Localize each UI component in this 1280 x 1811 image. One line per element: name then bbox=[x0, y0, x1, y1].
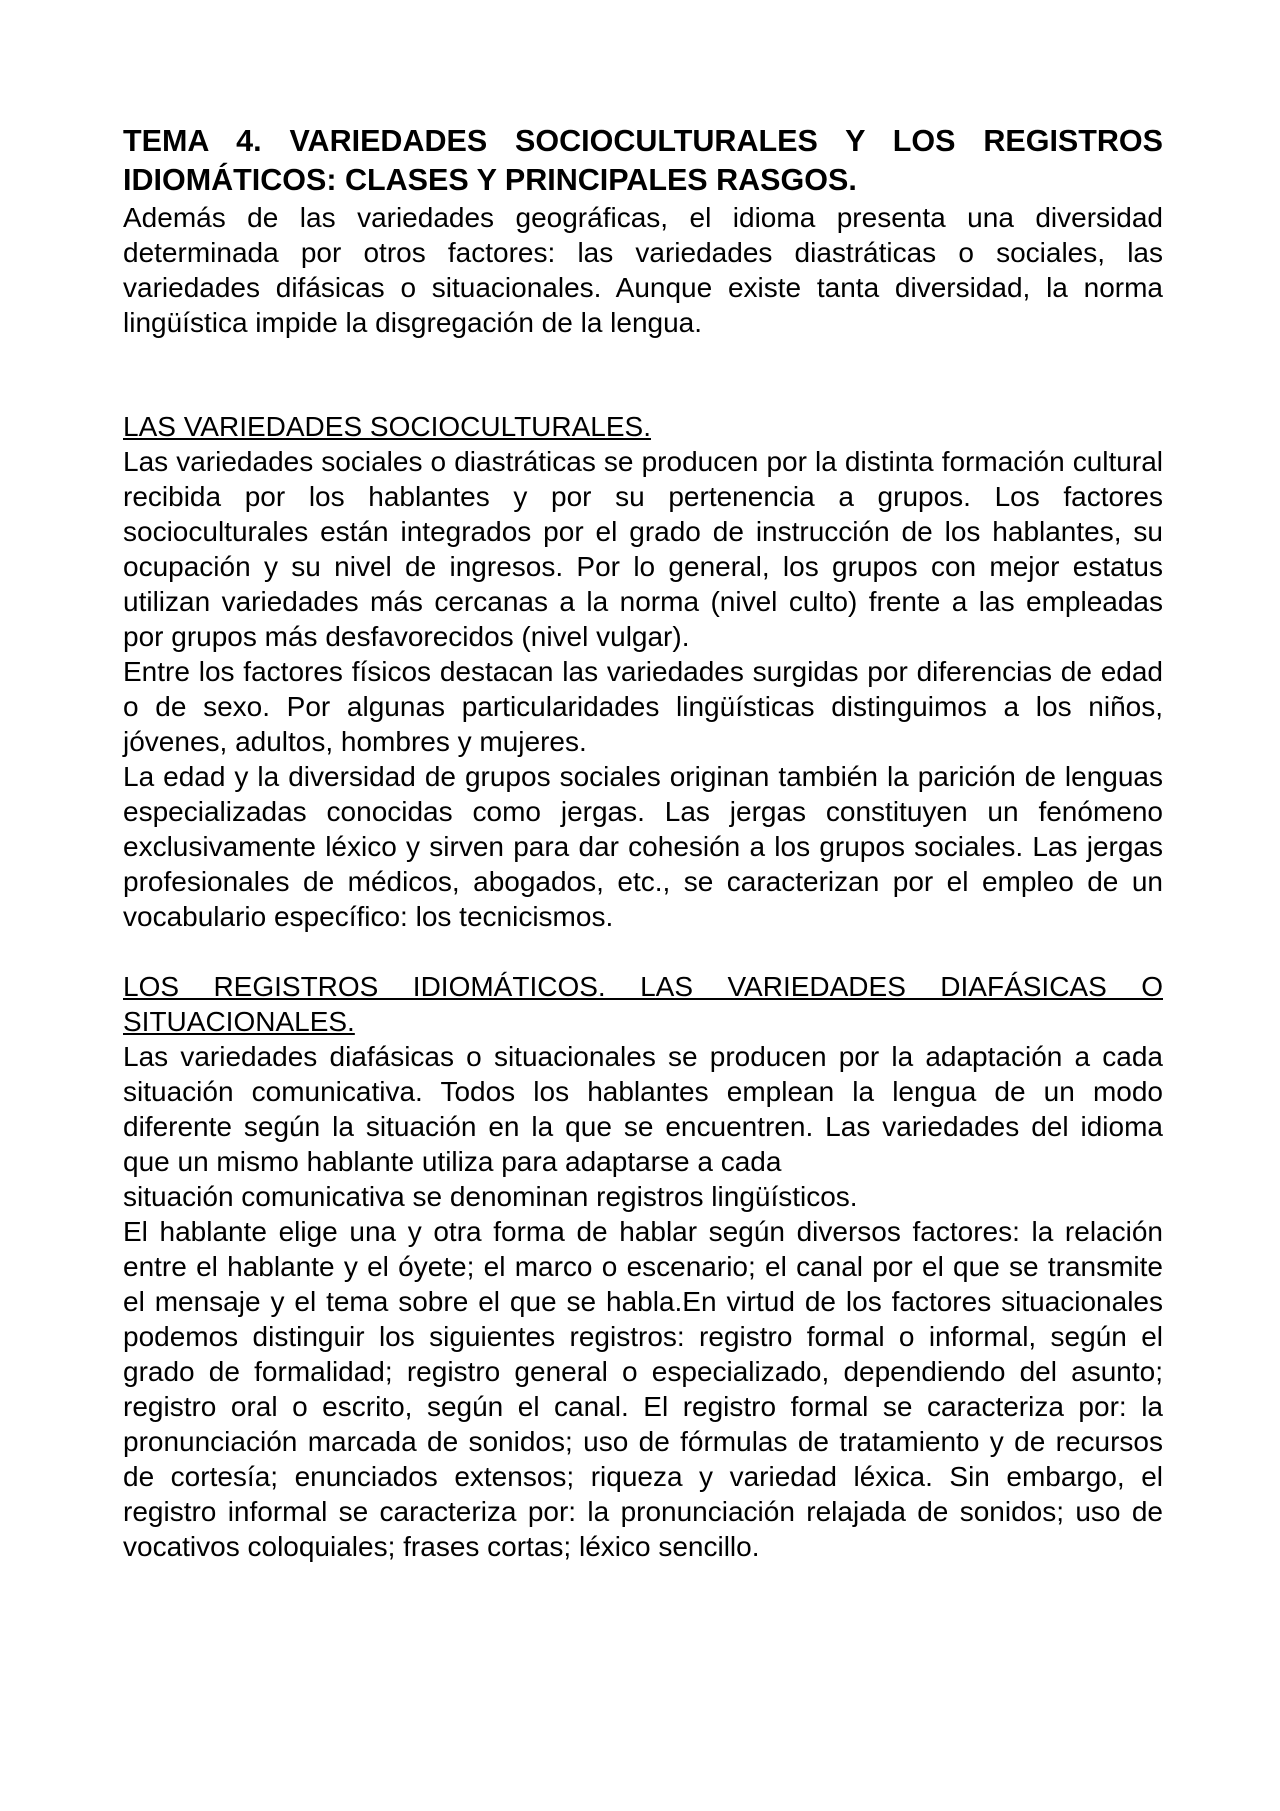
paragraph: Las variedades sociales o diastráticas se producen por la distinta formación cultural recibida por los hablantes y por su pertenencia a grupos. Los factores socioculturales están integrados por el grado de instrucción de los hablantes, su ocupación y su nivel de ingresos. Por lo general, los grupos con mejor estatus utilizan variedades más cercanas a la norma (nivel culto) frente a las empleadas por grupos más desfavorecidos (nivel vulgar). bbox=[123, 446, 1163, 652]
paragraph-continuation: situación comunicativa se denominan registros lingüísticos. bbox=[123, 1181, 858, 1212]
paragraph: Las variedades diafásicas o situacionales se producen por la adaptación a cada situación comunicativa. Todos los hablantes emplean la lengua de un modo diferente según la situación en la que se encuentren. Las variedades del idioma que un mismo hablante utiliza para adaptarse a cada bbox=[123, 1041, 1163, 1177]
spacer bbox=[123, 340, 1163, 409]
paragraph: El hablante elige una y otra forma de hablar según diversos factores: la relación entre el hablante y el óyete; el marco o escenario; el canal por el que se transmite el mensaje y el tema sobre el que se habla.En virtud de los factores situacionales podemos distinguir los siguientes registros: registro formal o informal, según el grado de formalidad; registro general o especializado, dependiendo del asunto; registro oral o escrito, según el canal. El registro formal se caracteriza por: la pronunciación marcada de sonidos; uso de fórmulas de tratamiento y de recursos de cortesía; enunciados extensos; riqueza y variedad léxica. Sin embargo, el registro informal se caracteriza por: la pronunciación relajada de sonidos; uso de vocativos coloquiales; frases cortas; léxico sencillo. bbox=[123, 1216, 1163, 1562]
section-heading-registros: LOS REGISTROS IDIOMÁTICOS. LAS VARIEDADES DIAFÁSICAS O SITUACIONALES. bbox=[123, 971, 1163, 1037]
intro-paragraph: Además de las variedades geográficas, el idioma presenta una diversidad determinada por otros factores: las variedades diastráticas o sociales, las variedades difásicas o situacionales. Aunque existe tanta diversidad, la norma lingüística impide la disgregación de la lengua. bbox=[123, 202, 1163, 338]
document-title: TEMA 4. VARIEDADES SOCIOCULTURALES Y LOS REGISTROS IDIOMÁTICOS: CLASES Y PRINCIPALES RASGOS. bbox=[123, 124, 1163, 197]
document-page bbox=[123, 122, 1163, 1564]
paragraph: Entre los factores físicos destacan las variedades surgidas por diferencias de edad o de sexo. Por algunas particularidades lingüísticas distinguimos a los niños, jóvenes, adultos, hombres y mujeres. bbox=[123, 656, 1163, 757]
paragraph: La edad y la diversidad de grupos sociales originan también la parición de lenguas especializadas conocidas como jergas. Las jergas constituyen un fenómeno exclusivamente léxico y sirven para dar cohesión a los grupos sociales. Las jergas profesionales de médicos, abogados, etc., se caracterizan por el empleo de un vocabulario específico: los tecnicismos. bbox=[123, 761, 1163, 932]
spacer bbox=[123, 934, 1163, 969]
section-heading-socioculturales: LAS VARIEDADES SOCIOCULTURALES. bbox=[123, 411, 651, 442]
